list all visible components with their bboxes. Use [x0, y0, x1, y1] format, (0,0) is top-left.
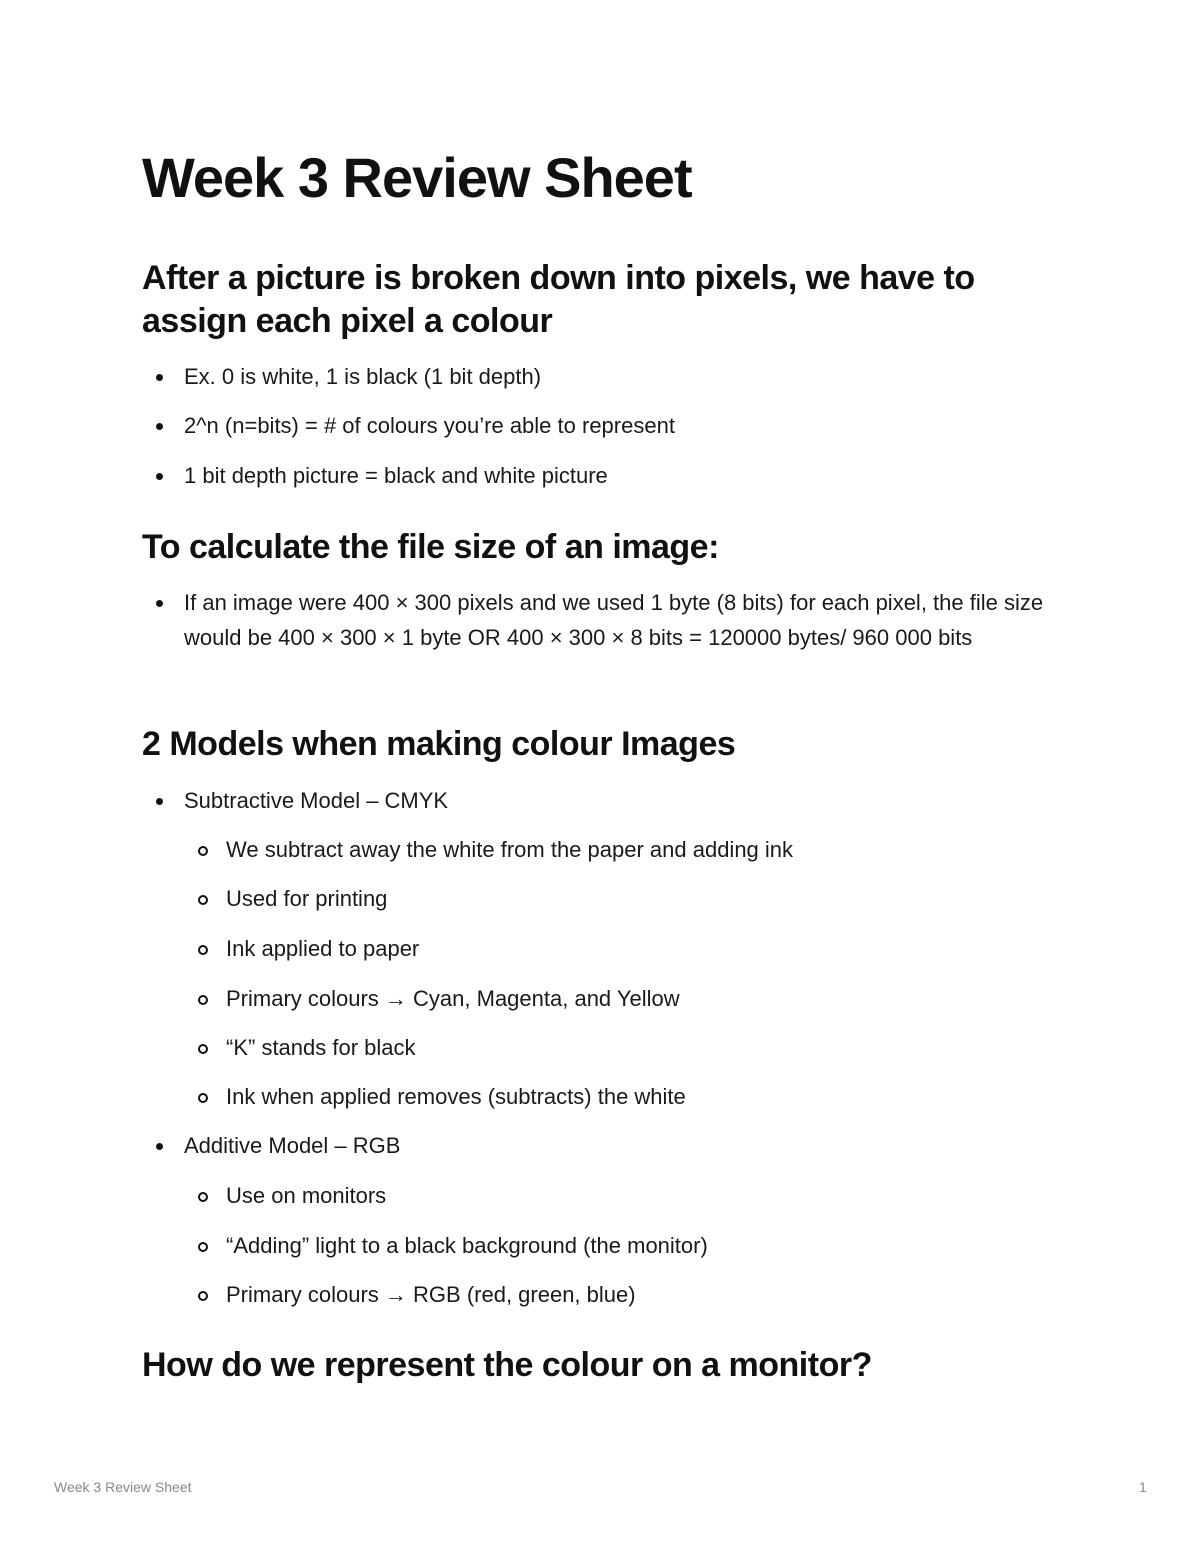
hollow-bullet-icon: [198, 995, 208, 1005]
list-item: Ex. 0 is white, 1 is black (1 bit depth): [184, 364, 542, 389]
bullet-icon: [156, 798, 163, 805]
section-heading-file-size: To calculate the file size of an image:: [142, 528, 719, 566]
sub-list-item: Ink when applied removes (subtracts) the white: [226, 1084, 686, 1109]
section-heading-monitor-colour: How do we represent the colour on a monitor?: [142, 1346, 872, 1384]
sub-list-item: Use on monitors: [226, 1183, 387, 1208]
sub-list-item: “Adding” light to a black background (the monitor): [226, 1233, 708, 1258]
hollow-bullet-icon: [198, 945, 208, 955]
bullet-icon: [156, 1143, 163, 1150]
sub-list-item: We subtract away the white from the paper and adding ink: [226, 837, 794, 862]
sub-list-item: Ink applied to paper: [226, 936, 420, 961]
sub-list-item: “K” stands for black: [226, 1035, 416, 1060]
footer-doc-name: Week 3 Review Sheet: [54, 1479, 192, 1495]
bullet-icon: [156, 423, 163, 430]
hollow-bullet-icon: [198, 1192, 208, 1202]
list-item-additive: Additive Model – RGB: [184, 1133, 401, 1158]
hollow-bullet-icon: [198, 895, 208, 905]
sub-list-item: Primary colours → Cyan, Magenta, and Yellow: [226, 986, 680, 1011]
section-heading-colour-models: 2 Models when making colour Images: [142, 725, 736, 763]
section-heading-pixels-line2: assign each pixel a colour: [142, 302, 553, 340]
list-item: 1 bit depth picture = black and white picture: [184, 463, 608, 488]
bullet-icon: [156, 374, 163, 381]
section-heading-pixels-line1: After a picture is broken down into pixels, we have to: [142, 259, 975, 297]
list-item: 2^n (n=bits) = # of colours you’re able to represent: [184, 413, 675, 438]
page-title: Week 3 Review Sheet: [142, 146, 692, 209]
hollow-bullet-icon: [198, 1291, 208, 1301]
bullet-icon: [156, 600, 163, 607]
list-item-subtractive: Subtractive Model – CMYK: [184, 788, 449, 813]
sub-list-item: Used for printing: [226, 886, 388, 911]
list-item: If an image were 400 × 300 pixels and we used 1 byte (8 bits) for each pixel, the file size would be 400 × 300 × 1 byte OR 400 × 300 × 8 bits = 120000 bytes/ 960 000 bits: [184, 590, 1044, 650]
hollow-bullet-icon: [198, 1044, 208, 1054]
hollow-bullet-icon: [198, 1242, 208, 1252]
hollow-bullet-icon: [198, 1093, 208, 1103]
footer-page-number: 1: [1139, 1479, 1147, 1495]
sub-list-item: Primary colours → RGB (red, green, blue): [226, 1282, 636, 1307]
hollow-bullet-icon: [198, 846, 208, 856]
bullet-icon: [156, 473, 163, 480]
